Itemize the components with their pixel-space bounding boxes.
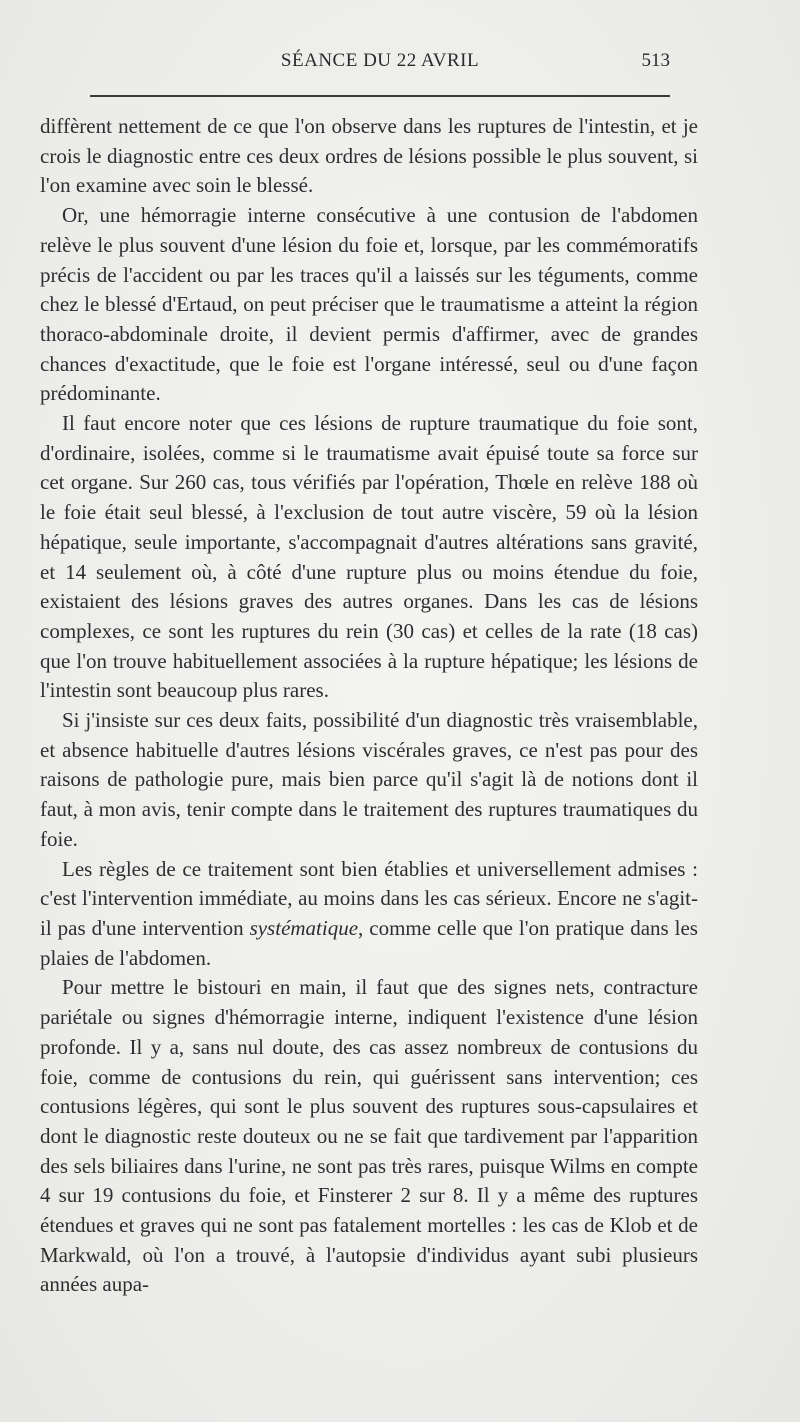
header-rule	[90, 95, 670, 97]
body-text	[40, 112, 698, 1300]
page-number: 513	[641, 50, 670, 71]
paragraph-3: Il faut encore noter que ces lésions de rupture traumatique du foie sont, d'ordinaire, isolées, comme si le traumatisme avait épuisé toute sa force sur cet organe. Sur 260 cas, tous vérifiés par l'opération, Thœle en relève 188 où le foie était seul blessé, à l'exclusion de tout autre viscère, 59 où la lésion hépatique, seule importante, s'accompagnait d'autres altérations sans gravité, et 14 seulement où, à côté d'une rupture plus ou moins étendue du foie, existaient des lésions graves des autres organes. Dans les cas de lésions complexes, ce sont les ruptures du rein (30 cas) et celles de la rate (18 cas) que l'on trouve habituellement associées à la rupture hépatique; les lésions de l'intestin sont beaucoup plus rares.	[40, 411, 698, 703]
paragraph-6: Pour mettre le bistouri en main, il faut que des signes nets, contracture pariétale ou signes d'hémorragie interne, indiquent l'existence d'une lésion profonde. Il y a, sans nul doute, des cas assez nombreux de contusions du foie, comme de contusions du rein, qui guérissent sans intervention; ces contusions légères, qui sont le plus souvent des ruptures sous-capsulaires et dont le diagnostic reste douteux ou ne se fait que tardivement par l'apparition des sels biliaires dans l'urine, ne sont pas très rares, puisque Wilms en compte 4 sur 19 contusions du foie, et Finsterer 2 sur 8. Il y a même des ruptures étendues et graves qui ne sont pas fatalement mortelles : les cas de Klob et de Markwald, où l'on a trouvé, à l'autopsie d'individus ayant subi plusieurs années aupa-	[40, 975, 698, 1297]
running-head: SÉANCE DU 22 AVRIL	[280, 50, 480, 71]
page-header	[90, 50, 670, 82]
paragraph-1: diffèrent nettement de ce que l'on observe dans les ruptures de l'intestin, et je crois le diagnostic entre ces deux ordres de lésions possible le plus souvent, si l'on examine avec soin le blessé.	[40, 114, 698, 198]
paragraph-5	[40, 855, 698, 974]
paragraph-4: Si j'insiste sur ces deux faits, possibilité d'un diagnostic très vraisemblable, et absence habituelle d'autres lésions viscérales graves, ce n'est pas pour des raisons de pathologie pure, mais bien parce qu'il s'agit là de notions dont il faut, à mon avis, tenir compte dans le traitement des ruptures traumatiques du foie.	[40, 708, 698, 851]
paragraph-5-part-2: , comme celle que l'on pratique dans les plaies de l'abdomen.	[40, 915, 698, 970]
paragraph-5-part-1: Les règles de ce traitement sont bien établies et universellement admises : c'est l'intervention immédiate, au moins dans les cas sérieux. Encore ne s'agit-il pas d'une intervention	[40, 856, 698, 940]
paragraph-2: Or, une hémorragie interne consécutive à une contusion de l'abdomen relève le plus souvent d'une lésion du foie et, lorsque, par les commémoratifs précis de l'accident ou par les traces qu'il a laissés sur les téguments, comme chez le blessé d'Ertaud, on peut préciser que le traumatisme a atteint la région thoraco-abdominale droite, il devient permis d'affirmer, avec de grandes chances d'exactitude, que le foie est l'organe intéressé, seul ou d'une façon prédominante.	[40, 203, 698, 406]
italic-term: systématique	[249, 915, 359, 940]
